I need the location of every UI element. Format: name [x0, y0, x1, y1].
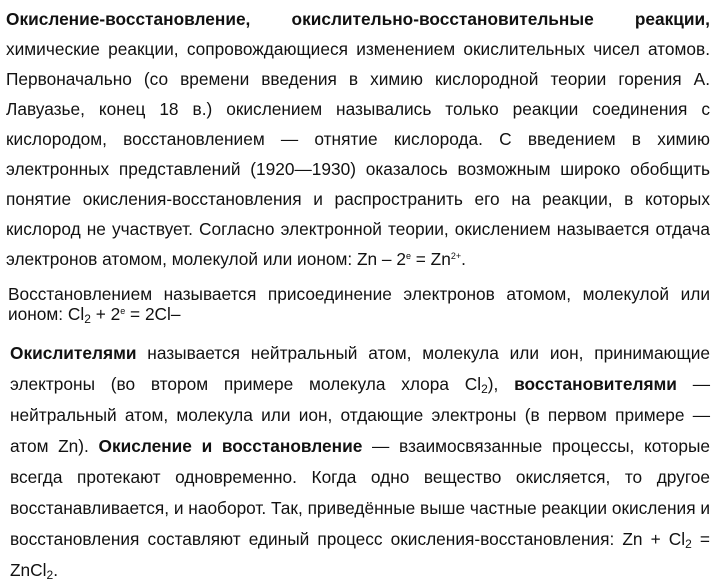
electron-superscript: e [405, 251, 411, 261]
paragraph2-text-a: Восстановлением называется присоединение электронов атомом, молекулой или ионом: Cl [8, 284, 710, 324]
paragraph3-text-a: называется нейтральный атом, молекула или ион, принимающие электроны (во втором примере молекула хлора Cl [10, 343, 710, 394]
paragraph3-text-e: = ZnCl [10, 529, 710, 580]
subscript-2: 2 [685, 537, 692, 551]
paragraph2-text-c: = 2Cl– [125, 304, 181, 324]
subscript-2: 2 [84, 312, 91, 326]
paragraph-oxidizers-reducers [6, 338, 710, 586]
paragraph1-end: . [461, 249, 466, 269]
paragraph1-body: химические реакции, сопровождающиеся изменением окислительных чисел атомов. Первоначально (со времени введения в химию кислородной теории горения А. Лавуазье, конец 18 в.) окислением назывались только реакции соединения с кислородом, восстановлением — отнятие кислорода. С введением в химию электронных представлений (1920—1930) оказалось возможным широко обобщить понятие окисления-восстановления и распространить его на реакции, в которых кислород не участвует. Согласно электронной теории, окислением называется отдача электронов атомом, молекулой или ионом: Zn – 2 [6, 39, 710, 269]
electron-superscript: e [120, 306, 126, 316]
term-redox-processes: Окисление и восстановление [98, 436, 363, 456]
charge-superscript: 2+ [450, 251, 462, 261]
equation-tail: = Zn [410, 249, 451, 269]
term-reducers: восстановителями [514, 374, 677, 394]
document-page [0, 4, 720, 582]
paragraph3-text-d: — взаимосвязанные процессы, которые всегда протекают одновременно. Когда одно вещество окисляется, то другое восстанавливается, и наоборот. Так, приведённые выше частные реакции окисления и восстановления составляют единый процесс окисления-восстановления: Zn + Cl [10, 436, 711, 549]
term-oxidizers: Окислителями [10, 343, 137, 363]
term-redox: Окисление-восстановление, [6, 9, 251, 29]
paragraph3-text-b: ), [487, 374, 515, 394]
first-line [6, 4, 710, 34]
paragraph-reduction-definition [6, 284, 710, 324]
subscript-2: 2 [481, 382, 488, 396]
paragraph3-text-c: — нейтральный атом, молекула или ион, отдающие электроны (в первом примере — атом Zn). [10, 374, 710, 456]
term-redox-reactions: окислительно-восстановительные реакции, [291, 9, 710, 29]
paragraph3-end: . [53, 560, 58, 580]
subscript-2: 2 [46, 568, 54, 582]
paragraph2-text-b: + 2 [90, 304, 121, 324]
paragraph-redox-definition [6, 4, 710, 274]
